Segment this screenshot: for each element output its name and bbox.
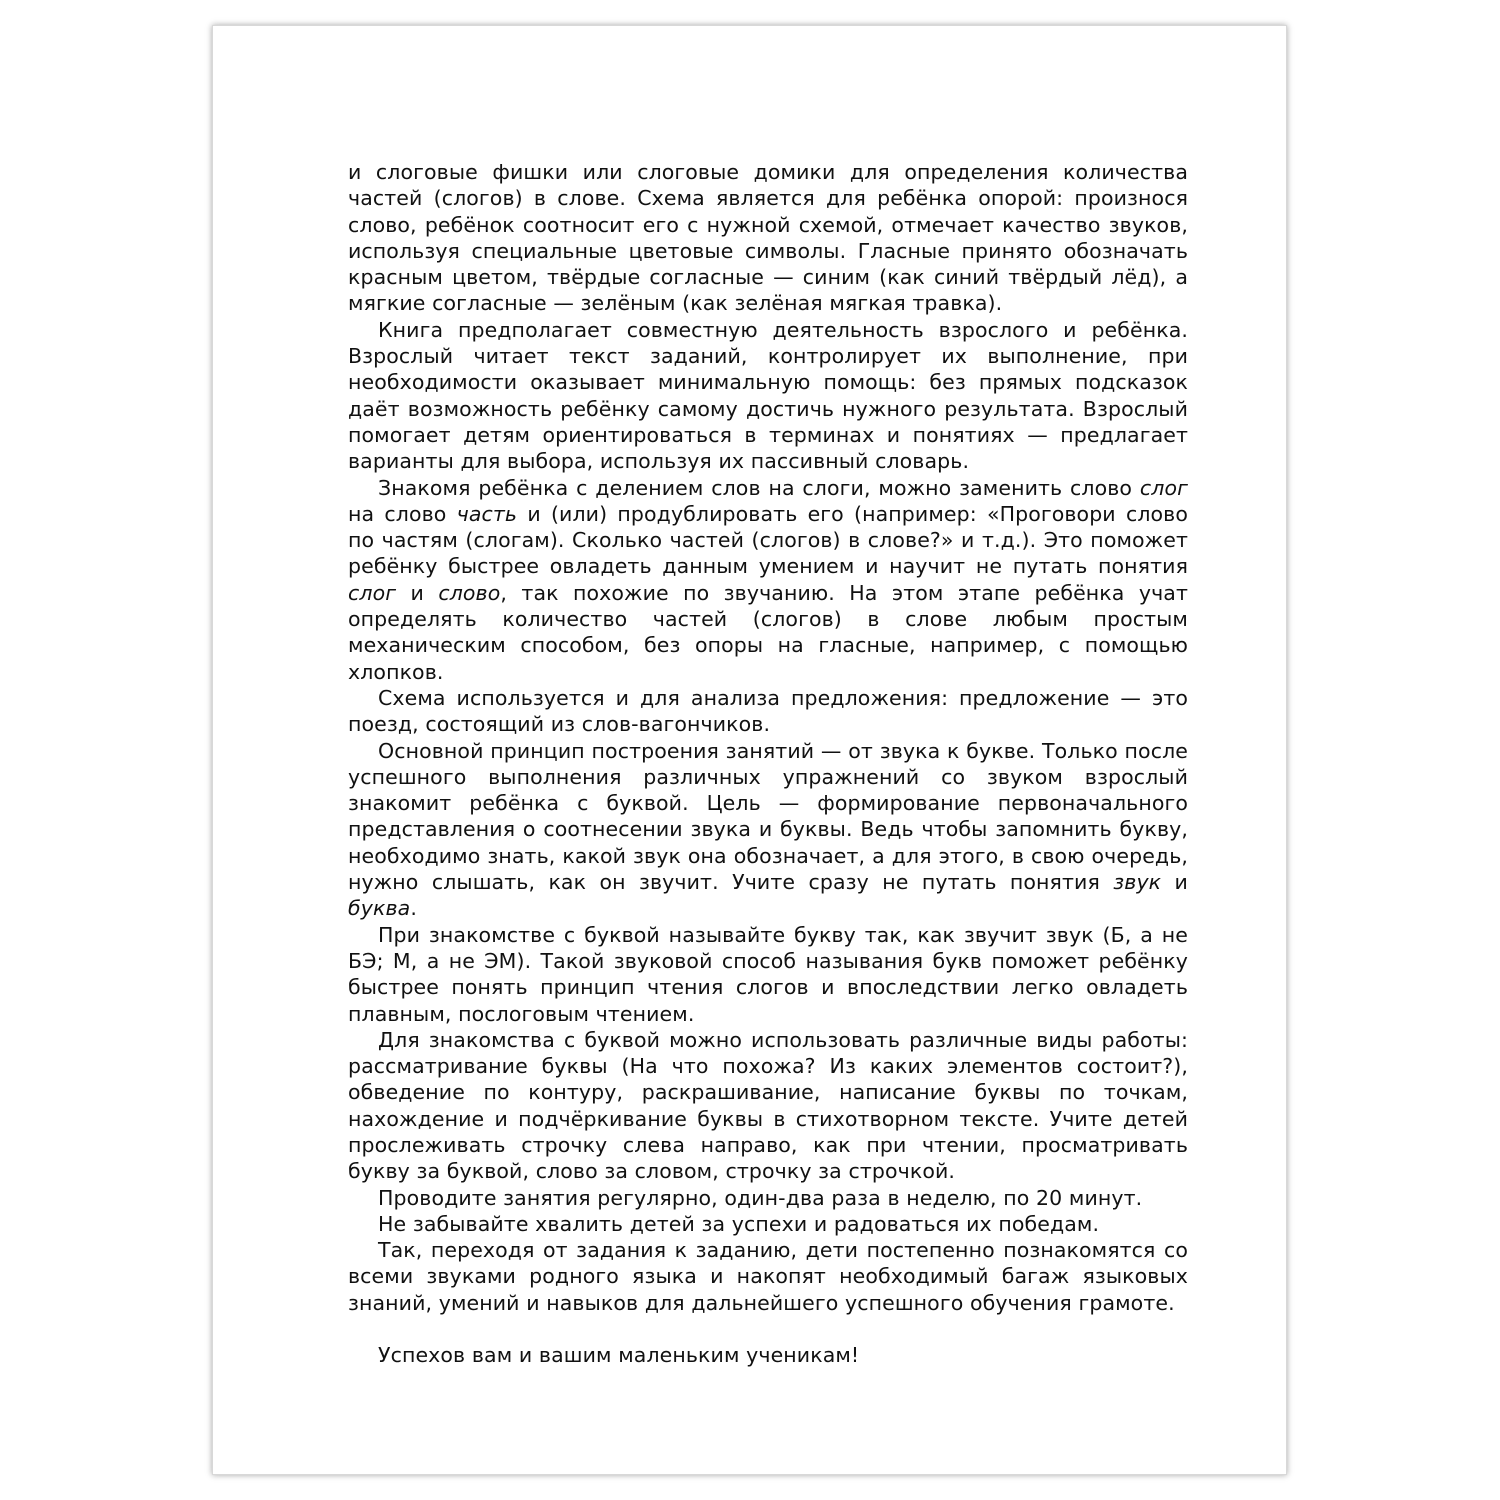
term-chast: часть (456, 501, 518, 526)
paragraph-syllables-text-e: , так похожие по звучанию. На этом этапе ребёнка учат определять количество частей (слогов) в слове любым простым механическим способом, без опоры на гласные, например, с помощью хлопков. (348, 580, 1188, 684)
paragraph-sound-to-letter (348, 738, 1188, 922)
paragraph-sentence-analysis: Схема используется и для анализа предложения: предложение — это поезд, состоящий из слов-вагончиков. (348, 685, 1188, 737)
paragraph-syllables-text-c: и (или) продублировать его (например: «Проговори слово по частям (слогам). Сколько частей (слогов) в слове?» и т.д.). Это поможет ребёнку быстрее овладеть данным умением и научит не путать понятия (348, 501, 1188, 579)
paragraph-sound-to-letter-text-c: . (410, 896, 417, 921)
term-slog: слог (1139, 475, 1188, 500)
paragraph-syllables-text-b: на слово (348, 501, 457, 526)
term-slog-2: слог (348, 580, 397, 605)
paragraph-syllables-text-d: и (396, 580, 439, 605)
paragraph-sound-to-letter-text-a: Основной принцип построения занятий — от звука к букве. Только после успешного выполнения различных упражнений со звуком взрослый знакомит ребёнка с буквой. Цель — формирование первоначального представления о соотнесении звука и буквы. Ведь чтобы запомнить букву, необходимо знать, какой звук она обозначает, а для этого, в свою очередь, нужно слышать, как он звучит. Учите сразу не путать понятия (348, 738, 1188, 895)
body-text (348, 159, 1188, 1368)
paragraph-sound-to-letter-text-b: и (1161, 870, 1188, 895)
term-slovo: слово (438, 580, 501, 605)
term-zvuk: звук (1113, 870, 1162, 895)
paragraph-syllables (348, 475, 1188, 685)
paragraph-syllables-text-a: Знакомя ребёнка с делением слов на слоги, можно заменить слово (378, 475, 1140, 500)
paragraph-joint-activity: Книга предполагает совместную деятельность взрослого и ребёнка. Взрослый читает текст заданий, контролирует их выполнение, при необходимости оказывает минимальную помощь: без прямых подсказок даёт возможность ребёнку самому достичь нужного результата. Взрослый помогает детям ориентироваться в терминах и понятиях — предлагает варианты для выбора, используя их пассивный словарь. (348, 317, 1188, 474)
term-bukva: буква (348, 896, 411, 921)
closing-line: Успехов вам и вашим маленьким ученикам! (378, 1343, 860, 1368)
paragraph-schema: и слоговые фишки или слоговые домики для определения количества частей (слогов) в слове. Схема является для ребёнка опорой: произнося слово, ребёнок соотносит его с нужной схемой, отмечает качество звуков, используя специальные цветовые символы. Гласные принято обозначать красным цветом, твёрдые согласные — синим (как синий твёрдый лёд), а мягкие согласные — зелёным (как зелёная мягкая травка). (348, 160, 1188, 316)
paragraph-letter-naming: При знакомстве с буквой называйте букву так, как звучит звук (Б, а не БЭ; М, а не ЭМ). Такой звуковой способ называния букв поможет ребёнку быстрее понять принцип чтения слогов и впоследствии легко овладеть плавным, послоговым чтением. (348, 922, 1188, 1026)
paragraph-work-types: Для знакомства с буквой можно использовать различные виды работы: рассматривание буквы (На что похожа? Из каких элементов состоит?), обведение по контуру, раскрашивание, написание буквы по точкам, нахождение и подчёркивание буквы в стихотворном тексте. Учите детей прослеживать строчку слева направо, как при чтении, просматривать букву за буквой, слово за словом, строчку за строчкой. (348, 1027, 1188, 1184)
document-page (212, 25, 1287, 1475)
paragraph-praise: Не забывайте хвалить детей за успехи и радоваться их победам. (378, 1211, 1100, 1236)
paragraph-summary: Так, переходя от задания к заданию, дети постепенно познакомятся со всеми звуками родного языка и накопят необходимый багаж языковых знаний, умений и навыков для дальнейшего успешного обучения грамоте. (348, 1238, 1188, 1315)
paragraph-regularity: Проводите занятия регулярно, один-два раза в неделю, по 20 минут. (378, 1185, 1143, 1210)
